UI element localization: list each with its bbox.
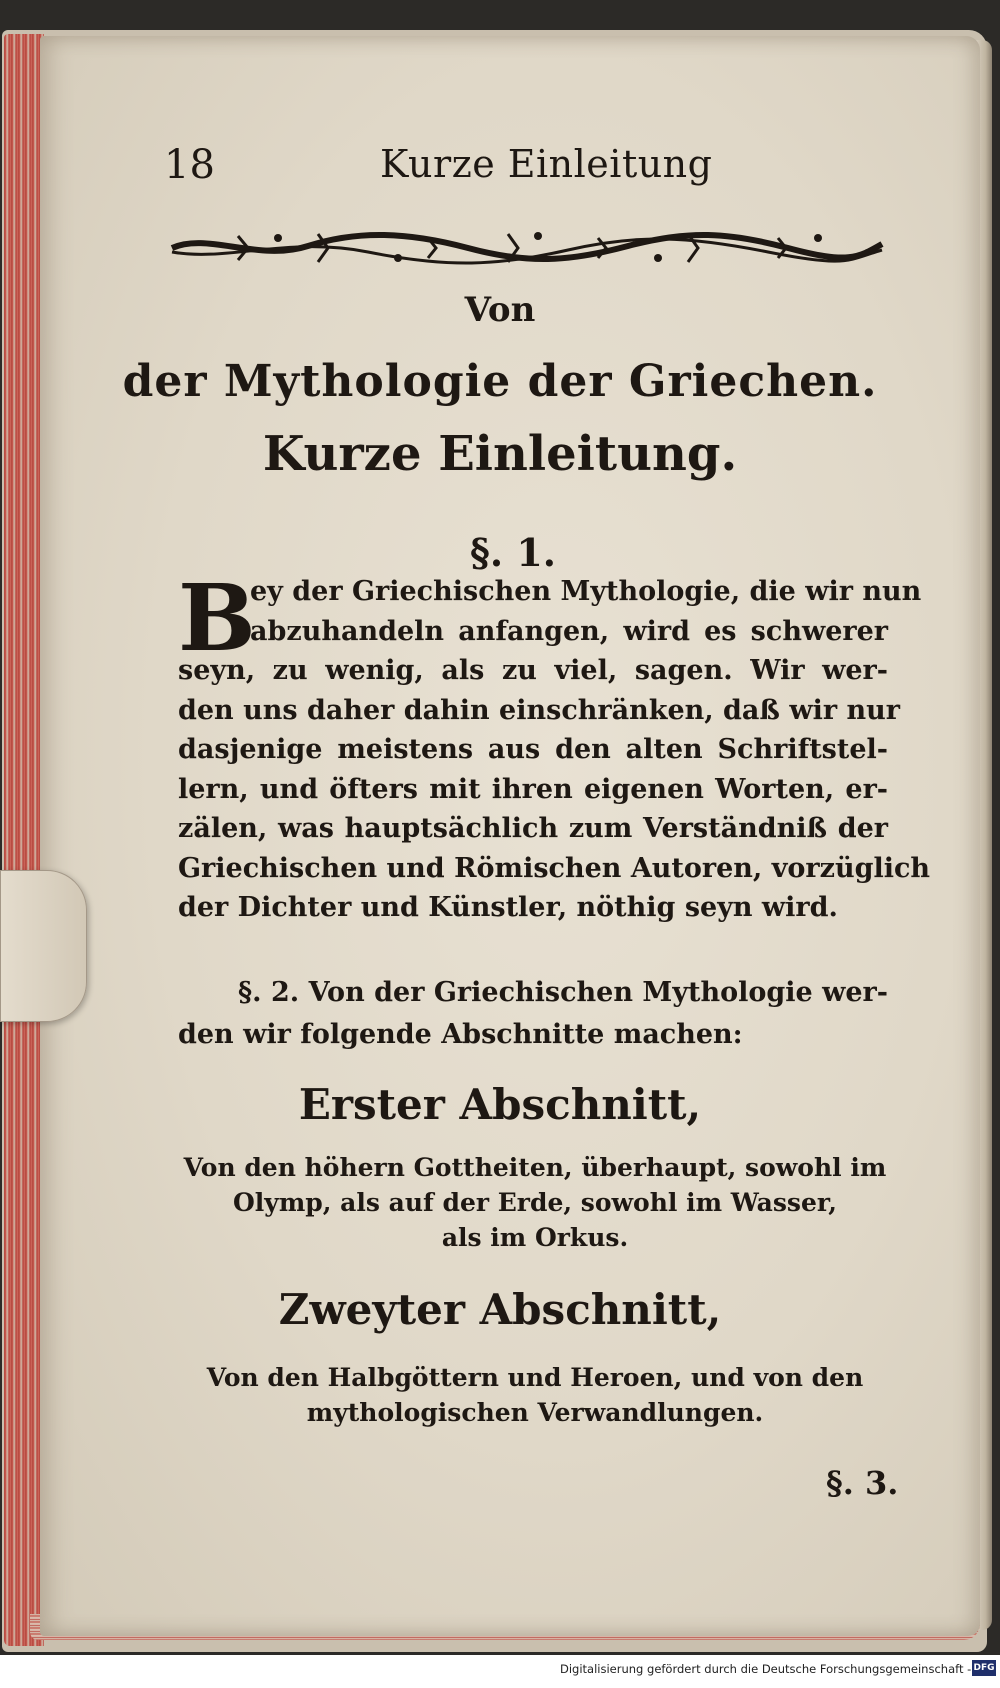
paragraph-line: den wir folgende Abschnitte machen: xyxy=(178,1019,743,1050)
abschnitt-1-description xyxy=(180,1150,890,1255)
section-2-paragraph xyxy=(178,972,888,1056)
description-line: Olymp, als auf der Erde, sowohl im Wasser, xyxy=(233,1188,837,1217)
section-1-paragraph xyxy=(178,564,931,928)
paragraph-line: dasjenige meistens aus den alten Schriftstel- xyxy=(178,734,888,765)
title-von: Von xyxy=(464,290,536,330)
page-number: 18 xyxy=(164,142,215,188)
paragraph-line: lern, und öfters mit ihren eigenen Worten, er- xyxy=(178,773,888,805)
description-line: Von den höhern Gottheiten, überhaupt, sowohl im xyxy=(183,1153,887,1182)
description-line: als im Orkus. xyxy=(441,1223,629,1252)
description-line: mythologischen Verwandlungen. xyxy=(306,1398,764,1427)
running-title: Kurze Einleitung xyxy=(380,142,713,186)
section-1-marker: §. 1. xyxy=(470,530,557,575)
paragraph-line: der Dichter und Künstler, nöthig seyn wird. xyxy=(178,892,838,923)
paragraph-line: §. 2. Von der Griechischen Mythologie wer- xyxy=(238,977,888,1008)
title-main: der Mythologie der Griechen. xyxy=(122,356,878,407)
paragraph-line: abzuhandeln anfangen, wird es schwerer xyxy=(250,615,888,647)
drop-cap: B xyxy=(178,564,256,672)
abschnitt-1-heading: Erster Abschnitt, xyxy=(298,1080,702,1129)
paragraph-line: Griechischen und Römischen Autoren, vorzüglich xyxy=(178,852,931,884)
paragraph-line: den uns daher dahin einschränken, daß wir nur xyxy=(178,694,900,726)
catchword: §. 3. xyxy=(826,1464,899,1502)
description-line: Von den Halbgöttern und Heroen, und von den xyxy=(206,1363,864,1392)
abschnitt-2-description xyxy=(180,1360,890,1430)
dfg-logo: DFG xyxy=(972,1660,996,1676)
paragraph-line: seyn, zu wenig, als zu viel, sagen. Wir wer- xyxy=(178,655,888,686)
red-page-edges xyxy=(4,34,44,1646)
title-sub: Kurze Einleitung. xyxy=(262,426,738,482)
paragraph-line: ey der Griechischen Mythologie, die wir nun xyxy=(250,576,922,607)
abschnitt-2-heading: Zweyter Abschnitt, xyxy=(278,1285,722,1334)
digitization-credit: Digitalisierung gefördert durch die Deutsche Forschungsgemeinschaft - xyxy=(560,1662,972,1676)
paragraph-line: zälen, was hauptsächlich zum Verständniß der xyxy=(178,813,888,844)
ornamental-rule xyxy=(168,222,886,272)
bookmark-tab xyxy=(0,870,87,1022)
